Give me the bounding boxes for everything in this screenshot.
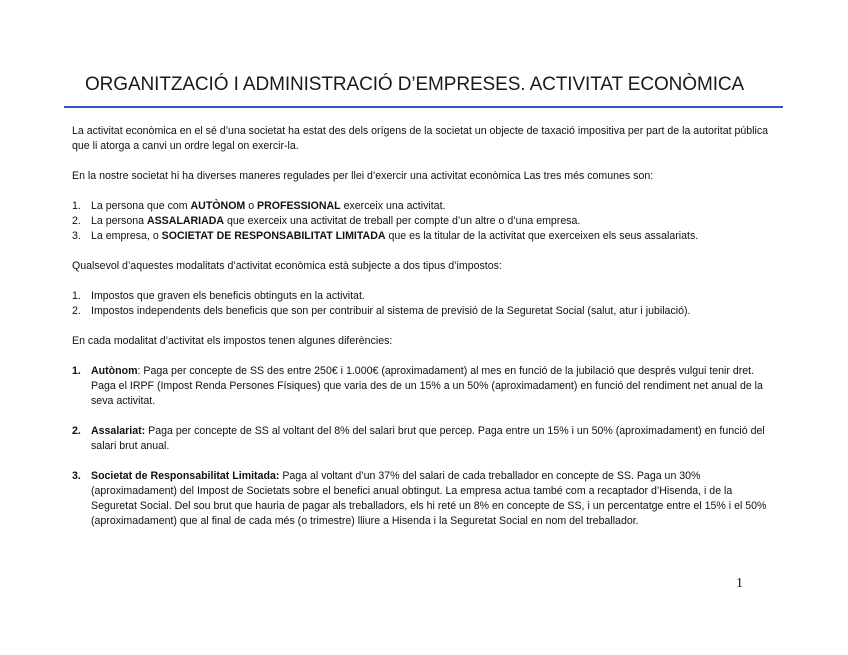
list-item: 2. Impostos independents dels beneficis que son per contribuir al sistema de previsió de la Seguretat Social (salut, atur i jubilació). bbox=[72, 305, 691, 317]
ways-intro: En la nostre societat hi ha diverses maneres regulades per llei d’exercir una activitat econòmica Las tres més comunes son: bbox=[72, 170, 654, 182]
list-item: 2. La persona ASSALARIADA que exerceix una activitat de treball per compte d’un altre o d’una empresa. bbox=[72, 215, 581, 227]
intro-paragraph: La activitat econòmica en el sé d’una societat ha estat des dels orígens de la societat un objecte de taxació impositiva per part de la autoritat pública que li atorga a canvi un ordre legal on exercir-la. bbox=[72, 125, 769, 152]
list-item: 3. La empresa, o SOCIETAT DE RESPONSABILITAT LIMITADA que es la titular de la activitat que exerceixen els seus assalariats. bbox=[72, 230, 699, 242]
list-item: 1. Impostos que graven els beneficis obtinguts en la activitat. bbox=[72, 290, 365, 302]
taxes-intro: Qualsevol d’aquestes modalitats d’activitat econòmica està subjecte a dos tipus d’impostos: bbox=[72, 260, 502, 272]
mode-item-societat: 3. Societat de Responsabilitat Limitada: Paga al voltant d’un 37% del salari de cada treballador en concepte de SS. Paga un 30% (aproximadament) del Impost de Societats sobre el benefici anual obtingut. La empresa actua també com a recaptador d’Hisenda, i de la Seguretat Social. Del sou brut que hauria de pagar als treballadors, els hi reté un 8% en concepte de SS, i un percentatge entre el 15% i el 50% (aproximadament) que al final de cada més (o trimestre) lliure a Hisenda i la Seguretat Social en nom del treballador. bbox=[72, 470, 767, 527]
mode-item-autonom: 1. Autònom: Paga per concepte de SS des entre 250€ i 1.000€ (aproximadament) al mes en funció de la jubilació que després vulgui tenir dret. Paga el IRPF (Impost Renda Persones Físiques) que varia des de un 15% a un 50% (aproximadament) en funció del rendiment net anual de la seva activitat. bbox=[72, 365, 763, 407]
mode-item-assalariat: 2. Assalariat: Paga per concepte de SS al voltant del 8% del salari brut que percep. Paga entre un 15% i un 50% (aproximadament) en funció del salari brut anual. bbox=[72, 425, 765, 452]
page-number: 1 bbox=[736, 576, 743, 591]
taxes-list bbox=[72, 289, 772, 319]
page-title: ORGANITZACIÓ I ADMINISTRACIÓ D’EMPRESES. ACTIVITAT ECONÒMICA bbox=[85, 74, 745, 95]
ways-list bbox=[72, 199, 772, 244]
document-body bbox=[72, 124, 772, 529]
modes-intro: En cada modalitat d’activitat els impostos tenen algunes diferències: bbox=[72, 335, 393, 347]
list-item: 1. La persona que com AUTÒNOM o PROFESSIONAL exerceix una activitat. bbox=[72, 200, 446, 212]
title-underline bbox=[64, 106, 783, 108]
